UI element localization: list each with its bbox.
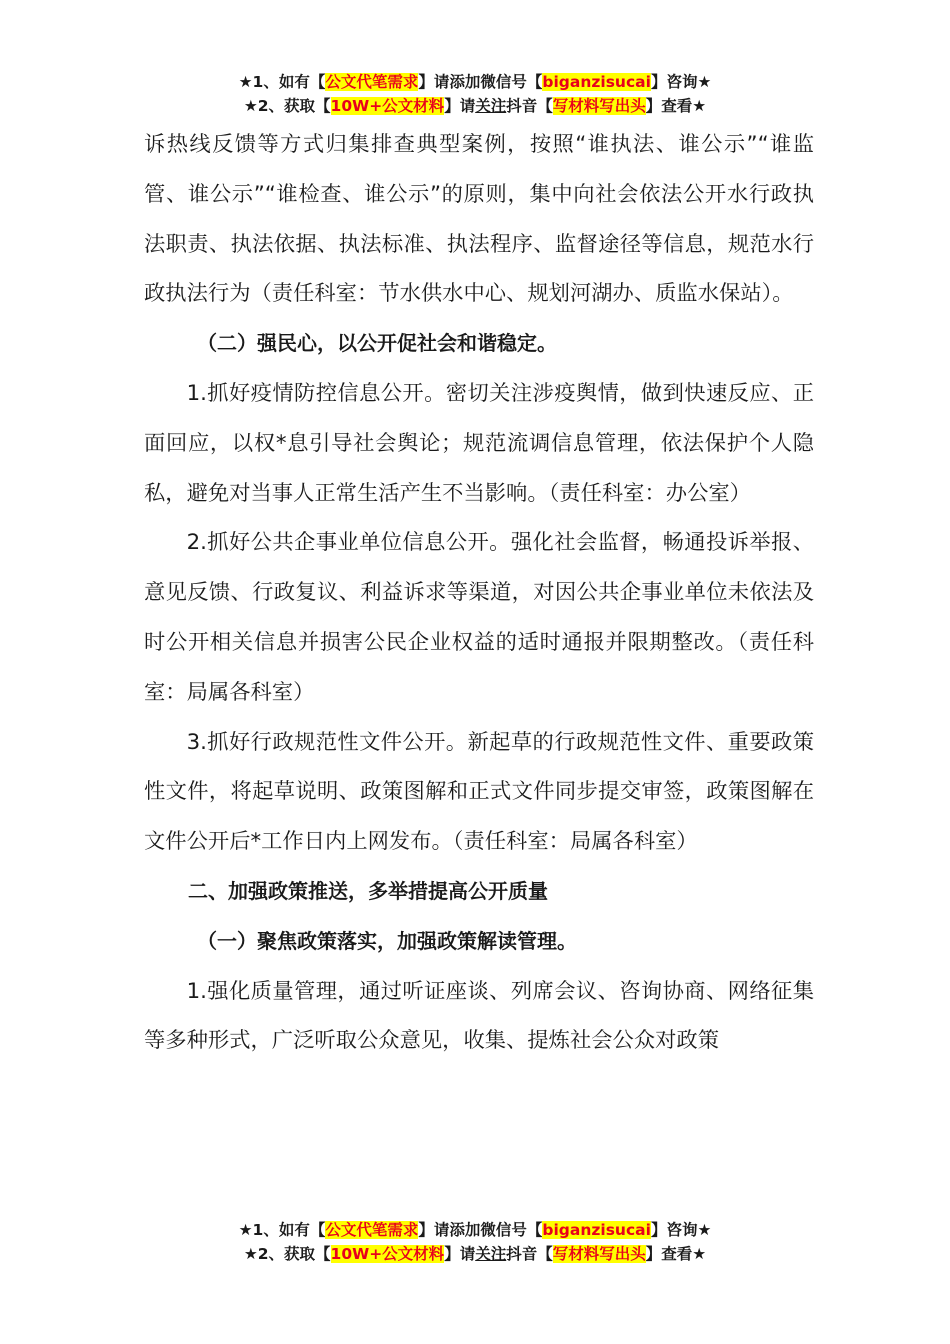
highlight-text: 10W+公文材料	[330, 1245, 445, 1263]
section-heading: 二、加强政策推送，多举措提高公开质量	[188, 878, 548, 903]
douyin-account: 写材料写出头	[552, 1245, 646, 1263]
wechat-id: biganzisucai	[542, 1221, 651, 1239]
underlined-text: 关注	[475, 1245, 507, 1263]
douyin-account: 写材料写出头	[552, 97, 646, 115]
section-subheading: （一）聚焦政策落实，加强政策解读管理。	[197, 928, 577, 953]
document-body	[144, 120, 814, 1066]
body-paragraph: 1.抓好疫情防控信息公开。密切关注涉疫舆情，做到快速反应、正面回应，以权*息引导社会舆论；规范流调信息管理，依法保护个人隐私，避免对当事人正常生活产生不当影响。（责任科室：办公室）	[144, 380, 814, 506]
body-paragraph: 3.抓好行政规范性文件公开。新起草的行政规范性文件、重要政策性文件，将起草说明、政策图解和正式文件同步提交审签，政策图解在文件公开后*工作日内上网发布。（责任科室：局属各科室）	[144, 729, 814, 855]
footer-banner	[0, 1218, 950, 1266]
banner-line-1: ★1、如有【公文代笔需求】请添加微信号【biganzisucai】咨询★	[238, 1221, 712, 1239]
wechat-id: biganzisucai	[542, 73, 651, 91]
header-banner	[0, 70, 950, 118]
section-subheading: （二）强民心，以公开促社会和谐稳定。	[197, 331, 557, 356]
banner-line-2: ★2、获取【10W+公文材料】请关注抖音【写材料写出头】查看★	[243, 1245, 707, 1263]
highlight-text: 公文代笔需求	[325, 73, 419, 91]
body-paragraph: 诉热线反馈等方式归集排查典型案例，按照“谁执法、谁公示”“谁监管、谁公示”“谁检查、谁公示”的原则，集中向社会依法公开水行政执法职责、执法依据、执法标准、执法程序、监督途径等信息，规范水行政执法行为（责任科室：节水供水中心、规划河湖办、质监水保站）。	[144, 132, 814, 307]
underlined-text: 关注	[475, 97, 507, 115]
highlight-text: 公文代笔需求	[325, 1221, 419, 1239]
banner-line-1: ★1、如有【公文代笔需求】请添加微信号【biganzisucai】咨询★	[238, 73, 712, 91]
banner-line-2: ★2、获取【10W+公文材料】请关注抖音【写材料写出头】查看★	[243, 97, 707, 115]
body-paragraph: 2.抓好公共企事业单位信息公开。强化社会监督，畅通投诉举报、意见反馈、行政复议、利益诉求等渠道，对因公共企事业单位未依法及时公开相关信息并损害公民企业权益的适时通报并限期整改。（责任科室：局属各科室）	[144, 530, 814, 705]
body-paragraph: 1.强化质量管理，通过听证座谈、列席会议、咨询协商、网络征集等多种形式，广泛听取公众意见，收集、提炼社会公众对政策	[144, 978, 814, 1054]
highlight-text: 10W+公文材料	[330, 97, 445, 115]
